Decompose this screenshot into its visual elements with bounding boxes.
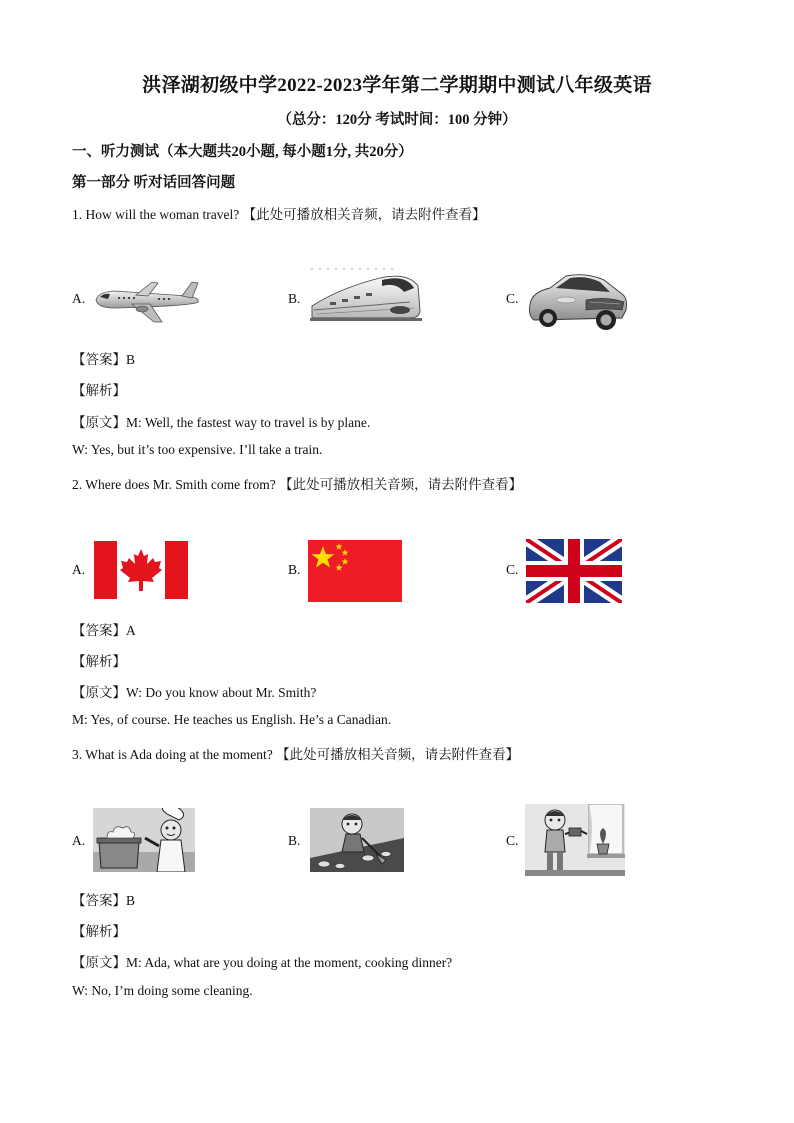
q3-answer: 【答案】B bbox=[72, 893, 136, 908]
q1-option-a-label: A. bbox=[72, 291, 86, 306]
car-icon bbox=[526, 270, 630, 332]
q1-analysis: 【解析】 bbox=[72, 383, 126, 398]
q1-answer: 【答案】B bbox=[72, 352, 136, 367]
part-heading: 第一部分 听对话回答问题 bbox=[72, 175, 236, 191]
cleaning-icon bbox=[310, 808, 404, 872]
section-heading: 一、听力测试（本大题共20小题, 每小题1分, 共20分） bbox=[72, 144, 413, 160]
page-subtitle: （总分：120分 考试时间：100 分钟） bbox=[277, 112, 517, 128]
question-3-text: 3. What is Ada doing at the moment? 【此处可播放相关音频，请去附件查看】 bbox=[72, 747, 520, 762]
airplane-icon bbox=[92, 278, 204, 324]
q2-script-line-1: 【原文】W: Do you know about Mr. Smith? bbox=[72, 685, 317, 700]
watering-plants-icon bbox=[525, 804, 625, 876]
q2-script-line-2: M: Yes, of course. He teaches us English. He’s a Canadian. bbox=[72, 712, 392, 727]
train-icon bbox=[310, 266, 422, 322]
q2-option-c-label: C. bbox=[506, 562, 519, 577]
q2-answer: 【答案】A bbox=[72, 623, 136, 638]
q3-option-a-label: A. bbox=[72, 833, 86, 848]
q2-option-b-label: B. bbox=[288, 562, 301, 577]
q1-script-line-1: 【原文】M: Well, the fastest way to travel is by plane. bbox=[72, 415, 371, 430]
q1-script-line-2: W: Yes, but it’s too expensive. I’ll take a train. bbox=[72, 442, 323, 457]
q3-script-line-2: W: No, I’m doing some cleaning. bbox=[72, 983, 253, 998]
canada-flag-icon bbox=[94, 541, 188, 599]
q1-option-b-label: B. bbox=[288, 291, 301, 306]
cooking-icon bbox=[93, 808, 195, 872]
q3-analysis: 【解析】 bbox=[72, 924, 126, 939]
q3-script-line-1: 【原文】M: Ada, what are you doing at the moment, cooking dinner? bbox=[72, 955, 453, 970]
q2-option-a-label: A. bbox=[72, 562, 86, 577]
q2-analysis: 【解析】 bbox=[72, 654, 126, 669]
q3-option-c-label: C. bbox=[506, 833, 519, 848]
q1-option-c-label: C. bbox=[506, 291, 519, 306]
page-title: 洪泽湖初级中学2022-2023学年第二学期期中测试八年级英语 bbox=[142, 75, 652, 96]
uk-flag-icon bbox=[526, 539, 622, 603]
question-1-text: 1. How will the woman travel? 【此处可播放相关音频，请去附件查看】 bbox=[72, 207, 486, 222]
q3-option-b-label: B. bbox=[288, 833, 301, 848]
china-flag-icon bbox=[308, 540, 402, 602]
question-2-text: 2. Where does Mr. Smith come from? 【此处可播放相关音频，请去附件查看】 bbox=[72, 477, 523, 492]
